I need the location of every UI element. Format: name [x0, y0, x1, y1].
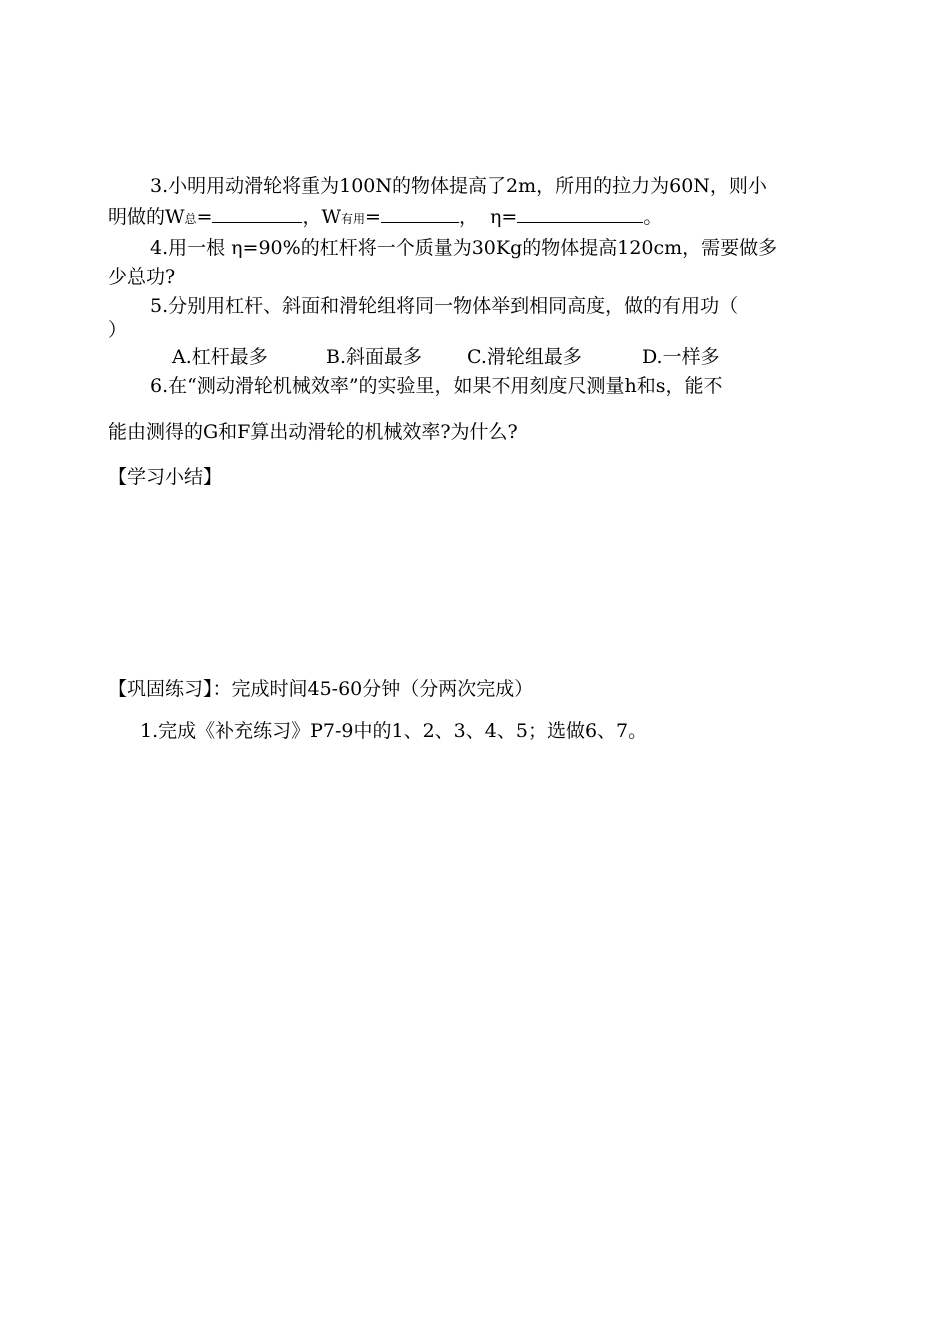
q3-separator-2: ， η= — [458, 206, 518, 228]
q6-line2: 能由测得的G和F算出动滑轮的机械效率?为什么? — [108, 421, 518, 443]
efficiency-blank[interactable] — [517, 206, 643, 223]
w-useful-subscript: 有用 — [341, 212, 366, 226]
summary-heading: 【学习小结】 — [108, 466, 223, 488]
option-b[interactable]: B.斜面最多 — [326, 346, 423, 368]
eq-sign-1: = — [196, 206, 213, 228]
practice-item-1: 1.完成《补充练习》P7-9中的1、2、3、4、5；选做6、7。 — [140, 720, 648, 742]
q4-line1: 4.用一根 η=90%的杠杆将一个质量为30Kg的物体提高120cm，需要做多 — [150, 237, 778, 259]
option-a[interactable]: A.杠杆最多 — [172, 346, 268, 368]
q6-line1: 6.在“测动滑轮机械效率”的实验里，如果不用刻度尺测量h和s，能不 — [150, 375, 723, 397]
practice-heading: 【巩固练习】：完成时间45-60分钟（分两次完成） — [108, 678, 534, 700]
q5-line1: 5.分别用杠杆、斜面和滑轮组将同一物体举到相同高度，做的有用功（ — [150, 295, 739, 317]
option-d[interactable]: D.一样多 — [642, 346, 720, 368]
q3-end: 。 — [643, 206, 663, 228]
w-total-subscript: 总 — [184, 212, 197, 226]
q5-options — [172, 345, 720, 369]
q3-separator-1: ，W — [302, 206, 341, 228]
w-total-blank[interactable] — [212, 206, 302, 223]
q4-line2: 少总功? — [108, 266, 176, 288]
q3-line2-prefix: 明做的W — [108, 206, 185, 228]
w-useful-blank[interactable] — [381, 206, 459, 223]
q3-line2 — [108, 205, 662, 231]
option-c[interactable]: C.滑轮组最多 — [467, 346, 582, 368]
q3-line1: 3.小明用动滑轮将重为100N的物体提高了2m，所用的拉力为60N，则小 — [150, 175, 767, 197]
eq-sign-2: = — [365, 206, 381, 228]
q5-line2: ） — [108, 319, 128, 341]
